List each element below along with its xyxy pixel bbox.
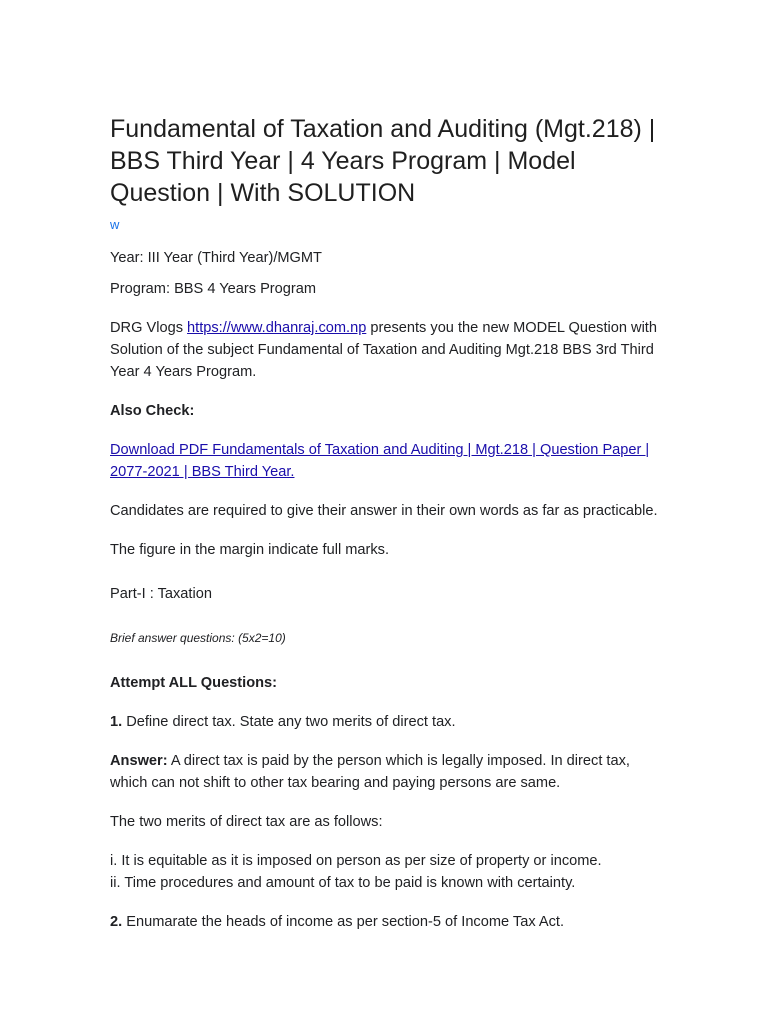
answer-1 — [110, 750, 660, 794]
intro-suffix: presents you the new MODEL Question with Solution of the subject Fundamental of Taxation and Auditing Mgt.218 BBS 3rd Third Year 4 Years Program. — [110, 320, 657, 380]
attempt-all-heading: Attempt ALL Questions: — [110, 675, 278, 691]
question-2-number: 2. — [110, 914, 123, 930]
answer-1-label: Answer: — [110, 753, 168, 769]
part-heading: Part-I : Taxation — [110, 586, 212, 602]
merit-ii: ii. Time procedures and amount of tax to be paid is known with certainty. — [110, 875, 576, 891]
year-line: Year: III Year (Third Year)/MGMT — [110, 250, 322, 266]
merit-i: i. It is equitable as it is imposed on person as per size of property or income. — [110, 853, 602, 869]
intro-paragraph — [110, 317, 660, 383]
question-1-number: 1. — [110, 714, 123, 730]
page-title: Fundamental of Taxation and Auditing (Mgt.218) | BBS Third Year | 4 Years Program | Model Question | With SOLUTION — [110, 115, 656, 207]
document-body — [110, 113, 660, 933]
intro-prefix: DRG Vlogs — [110, 320, 188, 336]
w-link[interactable]: w — [110, 217, 120, 232]
also-check-heading: Also Check: — [110, 403, 195, 419]
merits-intro: The two merits of direct tax are as follows: — [110, 814, 383, 830]
website-link[interactable]: https://www.dhanraj.com.np — [187, 320, 367, 336]
figure-note: The figure in the margin indicate full marks. — [110, 542, 390, 558]
candidates-note: Candidates are required to give their answer in their own words as far as practicable. — [110, 503, 658, 519]
question-2-text: Enumarate the heads of income as per section-5 of Income Tax Act. — [122, 914, 565, 930]
answer-1-text: A direct tax is paid by the person which is legally imposed. In direct tax, which can not shift to other tax bearing and paying persons are same. — [110, 753, 630, 791]
question-2 — [110, 911, 660, 933]
program-line: Program: BBS 4 Years Program — [110, 281, 317, 297]
download-pdf-link[interactable]: Download PDF Fundamentals of Taxation and Auditing | Mgt.218 | Question Paper | 2077-2021 | BBS Third Year. — [110, 442, 650, 480]
question-1-text: Define direct tax. State any two merits of direct tax. — [122, 714, 456, 730]
download-paragraph — [110, 439, 660, 483]
question-1 — [110, 711, 660, 733]
brief-answer-heading: Brief answer questions: (5x2=10) — [110, 631, 286, 645]
